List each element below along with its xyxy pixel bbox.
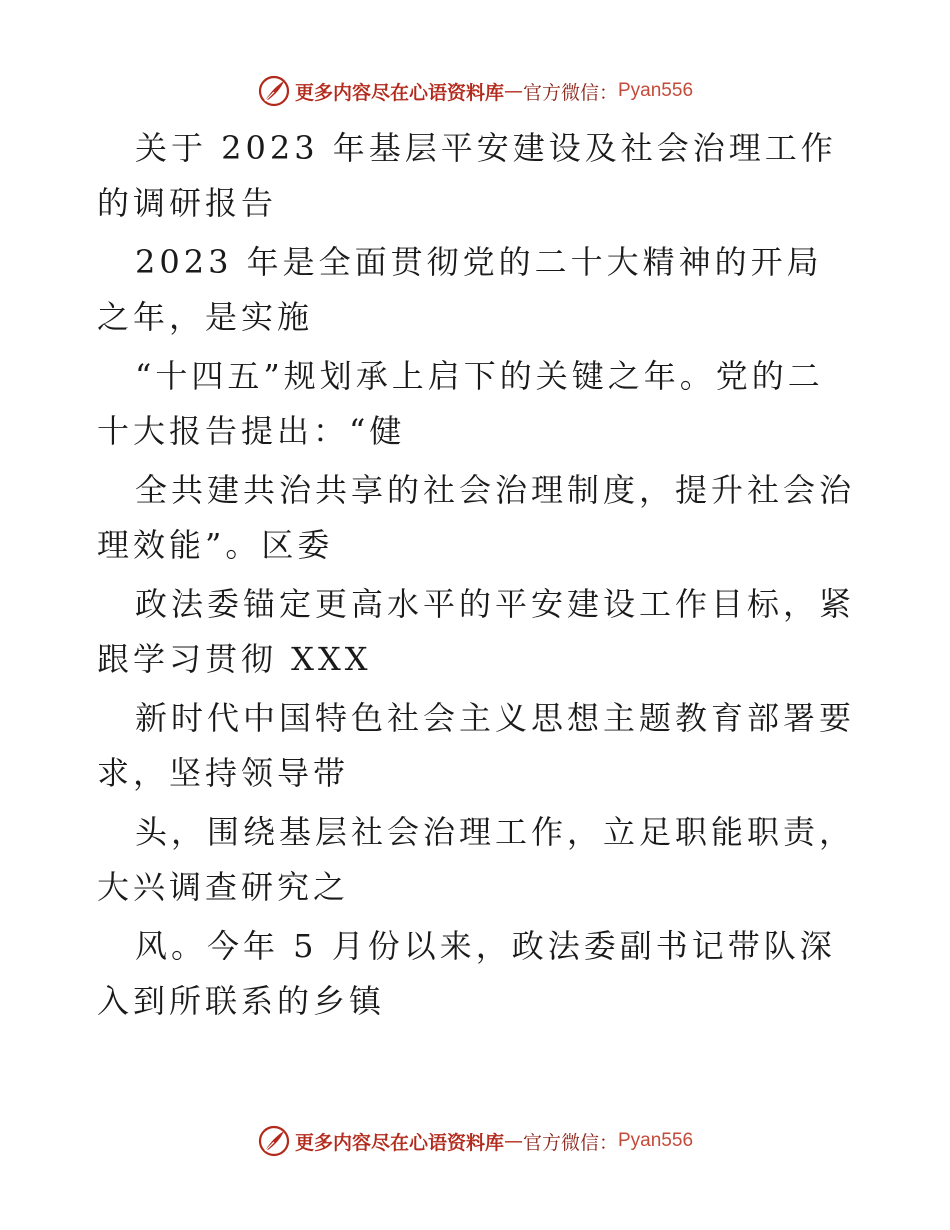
watermark-wechat-id: Pyan556 (618, 80, 694, 101)
paragraph: 新时代中国特色社会主义思想主题教育部署要求，坚持领导带 (97, 699, 856, 792)
footer-watermark (0, 1121, 950, 1161)
watermark-dash: — (503, 80, 523, 102)
header-watermark (0, 71, 950, 111)
quill-pen-logo-icon (257, 1124, 291, 1158)
paragraph: 2023 年是全面贯彻党的二十大精神的开局之年，是实施 (97, 243, 823, 336)
document-title: 关于 2023 年基层平安建设及社会治理工作的调研报告 (97, 129, 837, 222)
watermark-dash: — (503, 1130, 523, 1152)
watermark-site-text: 更多内容尽在心语资料库 (294, 81, 504, 104)
paragraph: 全共建共治共享的社会治理制度，提升社会治理效能”。区委 (97, 471, 856, 564)
watermark-wechat-id: Pyan556 (618, 1130, 694, 1151)
watermark-label: 官方微信： (522, 1131, 618, 1154)
quill-pen-logo-icon (257, 74, 291, 108)
paragraph: 风。今年 5 月份以来，政法委副书记带队深入到所联系的乡镇 (97, 927, 836, 1020)
document-body (97, 121, 857, 1033)
paragraph: 政法委锚定更高水平的平安建设工作目标，紧跟学习贯彻 XXX (97, 585, 856, 678)
paragraph: 头，围绕基层社会治理工作，立足职能职责，大兴调查研究之 (97, 813, 856, 906)
watermark-label: 官方微信： (522, 81, 618, 104)
watermark-site-text: 更多内容尽在心语资料库 (294, 1131, 504, 1154)
paragraph: “十四五”规划承上启下的关键之年。党的二十大报告提出：“健 (97, 357, 824, 450)
